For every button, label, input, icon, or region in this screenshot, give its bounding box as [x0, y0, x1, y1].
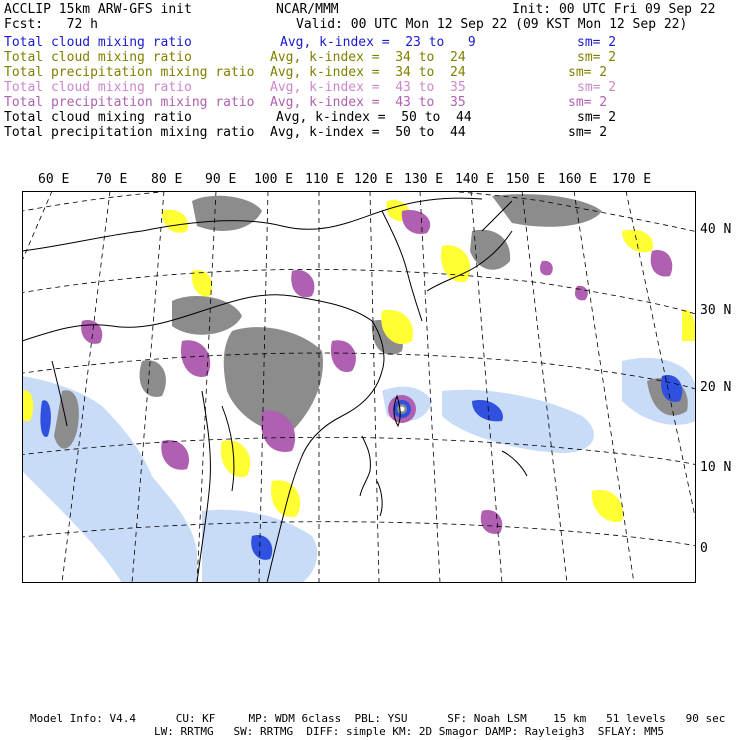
legend-name: Total cloud mixing ratio	[4, 80, 192, 95]
forecast-map	[22, 191, 696, 583]
lon-label: 130 E	[404, 172, 444, 187]
legend-name: Total cloud mixing ratio	[4, 35, 192, 50]
legend-sm: sm= 2	[568, 125, 608, 140]
lon-label: 110 E	[305, 172, 345, 187]
lon-label: 80 E	[151, 172, 183, 187]
lon-label: 140 E	[455, 172, 495, 187]
legend-sm: sm= 2	[577, 50, 617, 65]
legend-sm: sm= 2	[568, 65, 608, 80]
lat-label: 20 N	[700, 380, 732, 395]
legend-name: Total precipitation mixing ratio	[4, 95, 255, 110]
legend-sm: sm= 2	[577, 35, 617, 50]
init-time: Init: 00 UTC Fri 09 Sep 22	[512, 2, 716, 17]
legend-sm: sm= 2	[577, 110, 617, 125]
lat-label: 10 N	[700, 460, 732, 475]
lon-label: 90 E	[205, 172, 237, 187]
model-info-line2: LW: RRTMG SW: RRTMG DIFF: simple KM: 2D Smagor DAMP: Rayleigh3 SFLAY: MM5	[154, 725, 664, 738]
legend-sm: sm= 2	[568, 95, 608, 110]
legend-name: Total precipitation mixing ratio	[4, 65, 255, 80]
model-title: ACCLIP 15km ARW-GFS init	[4, 2, 192, 17]
lon-label: 60 E	[38, 172, 70, 187]
forecast-hour: Fcst: 72 h	[4, 17, 98, 32]
lat-label: 40 N	[700, 222, 732, 237]
legend-name: Total cloud mixing ratio	[4, 50, 192, 65]
lon-label: 100 E	[254, 172, 294, 187]
legend-name: Total precipitation mixing ratio	[4, 125, 255, 140]
typhoon-symbol	[388, 395, 416, 423]
legend-name: Total cloud mixing ratio	[4, 110, 192, 125]
lon-label: 170 E	[612, 172, 652, 187]
organization-label: NCAR/MMM	[276, 2, 339, 17]
valid-time: Valid: 00 UTC Mon 12 Sep 22 (09 KST Mon 12 Sep 22)	[296, 17, 688, 32]
lat-label: 30 N	[700, 303, 732, 318]
lat-label: 0	[700, 541, 708, 556]
lon-label: 160 E	[558, 172, 598, 187]
legend-avg: Avg, k-index = 34 to 24	[270, 50, 466, 65]
legend-avg: Avg, k-index = 43 to 35	[270, 95, 466, 110]
lon-label: 120 E	[354, 172, 394, 187]
model-info-line1: Model Info: V4.4 CU: KF MP: WDM 6class PBL: YSU SF: Noah LSM 15 km 51 levels 90 sec	[30, 712, 726, 725]
legend-avg: Avg, k-index = 43 to 35	[270, 80, 466, 95]
legend-avg: Avg, k-index = 50 to 44	[276, 110, 472, 125]
legend-avg: Avg, k-index = 34 to 24	[270, 65, 466, 80]
legend-sm: sm= 2	[577, 80, 617, 95]
legend-avg: Avg, k-index = 23 to 9	[280, 35, 476, 50]
lon-label: 70 E	[96, 172, 128, 187]
lon-label: 150 E	[506, 172, 546, 187]
legend-avg: Avg, k-index = 50 to 44	[270, 125, 466, 140]
